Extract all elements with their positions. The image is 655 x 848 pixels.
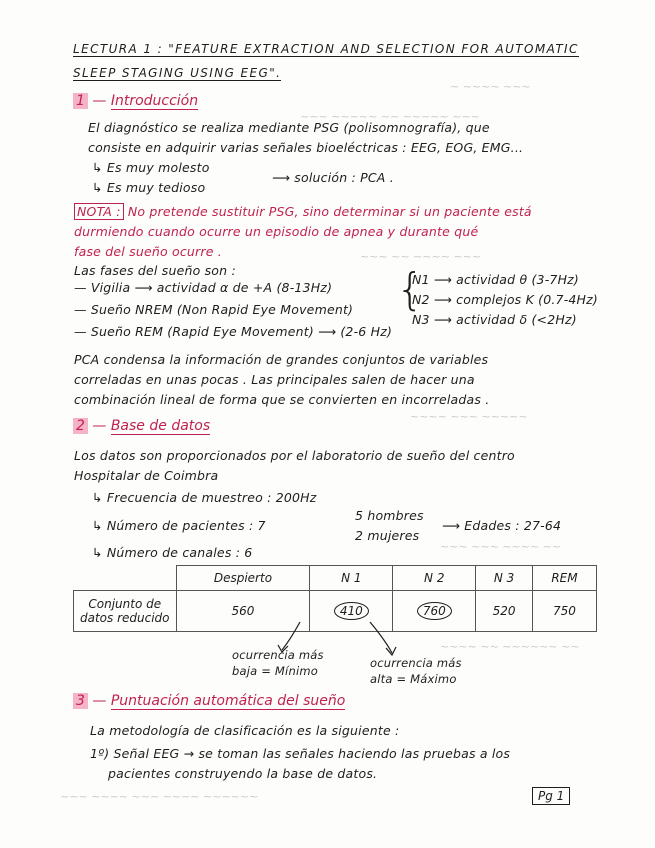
- brace-symbol: {: [396, 264, 424, 315]
- table-header-cell: N 3: [476, 566, 533, 591]
- paragraph-line: consiste en adquirir varias señales bioeléctricas : EEG, EOG, EMG...: [88, 140, 524, 155]
- section-dash: —: [92, 93, 111, 109]
- section-dash: —: [92, 418, 111, 434]
- table-header-cell: REM: [532, 566, 596, 591]
- row-label-line: Conjunto de: [88, 597, 162, 611]
- paragraph-line: PCA condensa la información de grandes conjuntos de variables: [74, 352, 489, 367]
- fase-item: — Sueño REM (Rapid Eye Movement) ⟶ (2-6 Hz): [74, 324, 393, 339]
- paragraph-line: El diagnóstico se realiza mediante PSG (polisomnografía), que: [88, 120, 490, 135]
- paragraph-line: pacientes construyendo la base de datos.: [108, 766, 378, 781]
- section-dash: —: [92, 693, 111, 709]
- table-cell: 520: [476, 591, 533, 632]
- bleed-through: ~ ~~~~ ~~~: [450, 80, 531, 93]
- patients-ages: ⟶ Edades : 27-64: [442, 518, 562, 533]
- table-header-cell: N 2: [393, 566, 476, 591]
- solution-line: ⟶ solución : PCA .: [272, 170, 394, 185]
- fase-item: — Sueño NREM (Non Rapid Eye Movement): [74, 302, 354, 317]
- section-title: Introducción: [110, 93, 199, 109]
- table-cell: 750: [532, 591, 596, 632]
- page-number: Pg 1: [532, 787, 570, 805]
- paragraph-line: Hospitalar de Coimbra: [74, 468, 219, 483]
- bullet-item: ↳ Frecuencia de muestreo : 200Hz: [92, 490, 317, 505]
- min-annotation: ocurrencia más: [232, 648, 324, 662]
- section-number: 3: [73, 693, 88, 709]
- bleed-through: ~~~ ~~~~~ ~~ ~~~~~ ~~~: [300, 110, 480, 123]
- nota-label: NOTA :: [74, 203, 124, 220]
- bleed-through: ~~~~ ~~ ~~~~~~ ~~: [440, 640, 580, 653]
- nrem-stage: N3 ⟶ actividad δ (<2Hz): [412, 312, 577, 327]
- bullet-item: ↳ Es muy tedioso: [92, 180, 206, 195]
- paragraph-line: Los datos son proporcionados por el laboratorio de sueño del centro: [74, 448, 515, 463]
- max-annotation: ocurrencia más: [370, 656, 462, 670]
- nrem-stage: N2 ⟶ complejos K (0.7-4Hz): [412, 292, 598, 307]
- section-3-heading: [73, 693, 345, 709]
- table-header-cell: N 1: [310, 566, 393, 591]
- bleed-through: ~~~~ ~~~ ~~~~~: [410, 410, 528, 423]
- min-annotation: baja = Mínimo: [232, 664, 318, 678]
- table-cell: 560: [176, 591, 310, 632]
- patients-women: 2 mujeres: [355, 528, 420, 543]
- paragraph-line: correladas en unas pocas . Las principales salen de hacer una: [74, 372, 475, 387]
- fase-item: — Vigilia ⟶ actividad α de +A (8-13Hz): [74, 280, 333, 295]
- nota-text: No pretende sustituir PSG, sino determinar si un paciente está: [127, 204, 532, 219]
- circled-min-value: 410: [334, 602, 369, 620]
- section-number: 1: [73, 93, 88, 109]
- paragraph-line: combinación lineal de forma que se convierten en incorreladas .: [74, 392, 490, 407]
- max-annotation: alta = Máximo: [370, 672, 457, 686]
- section-number: 2: [73, 418, 88, 434]
- patients-men: 5 hombres: [355, 508, 424, 523]
- lecture-title-line-1: LECTURA 1 : "FEATURE EXTRACTION AND SELECTION FOR AUTOMATIC: [73, 42, 579, 56]
- paragraph-line: La metodología de clasificación es la siguiente :: [90, 723, 400, 738]
- lecture-title-line-2: SLEEP STAGING USING EEG".: [73, 66, 282, 80]
- bleed-through: ~~~ ~~~~ ~~~ ~~~~ ~~~~~~: [60, 790, 259, 803]
- bullet-item: ↳ Número de pacientes : 7: [92, 518, 266, 533]
- section-title: Puntuación automática del sueño: [110, 693, 346, 709]
- bleed-through: ~~~ ~~ ~~~~ ~~~: [360, 250, 482, 263]
- paragraph-line: 1º) Señal EEG → se toman las señales haciendo las pruebas a los: [90, 746, 511, 761]
- nota-text: fase del sueño ocurre .: [74, 244, 222, 259]
- section-title: Base de datos: [110, 418, 211, 434]
- fases-heading: Las fases del sueño son :: [74, 263, 236, 278]
- table-header-cell: Despierto: [176, 566, 310, 591]
- nrem-stage: N1 ⟶ actividad θ (3-7Hz): [412, 272, 580, 287]
- circled-max-value: 760: [417, 602, 452, 620]
- row-label-line: datos reducido: [79, 611, 170, 625]
- bleed-through: ~~~ ~~~ ~~~~ ~~: [440, 540, 562, 553]
- bullet-item: ↳ Es muy molesto: [92, 160, 210, 175]
- bullet-item: ↳ Número de canales : 6: [92, 545, 253, 560]
- nota-text: durmiendo cuando ocurre un episodio de apnea y durante qué: [74, 224, 479, 239]
